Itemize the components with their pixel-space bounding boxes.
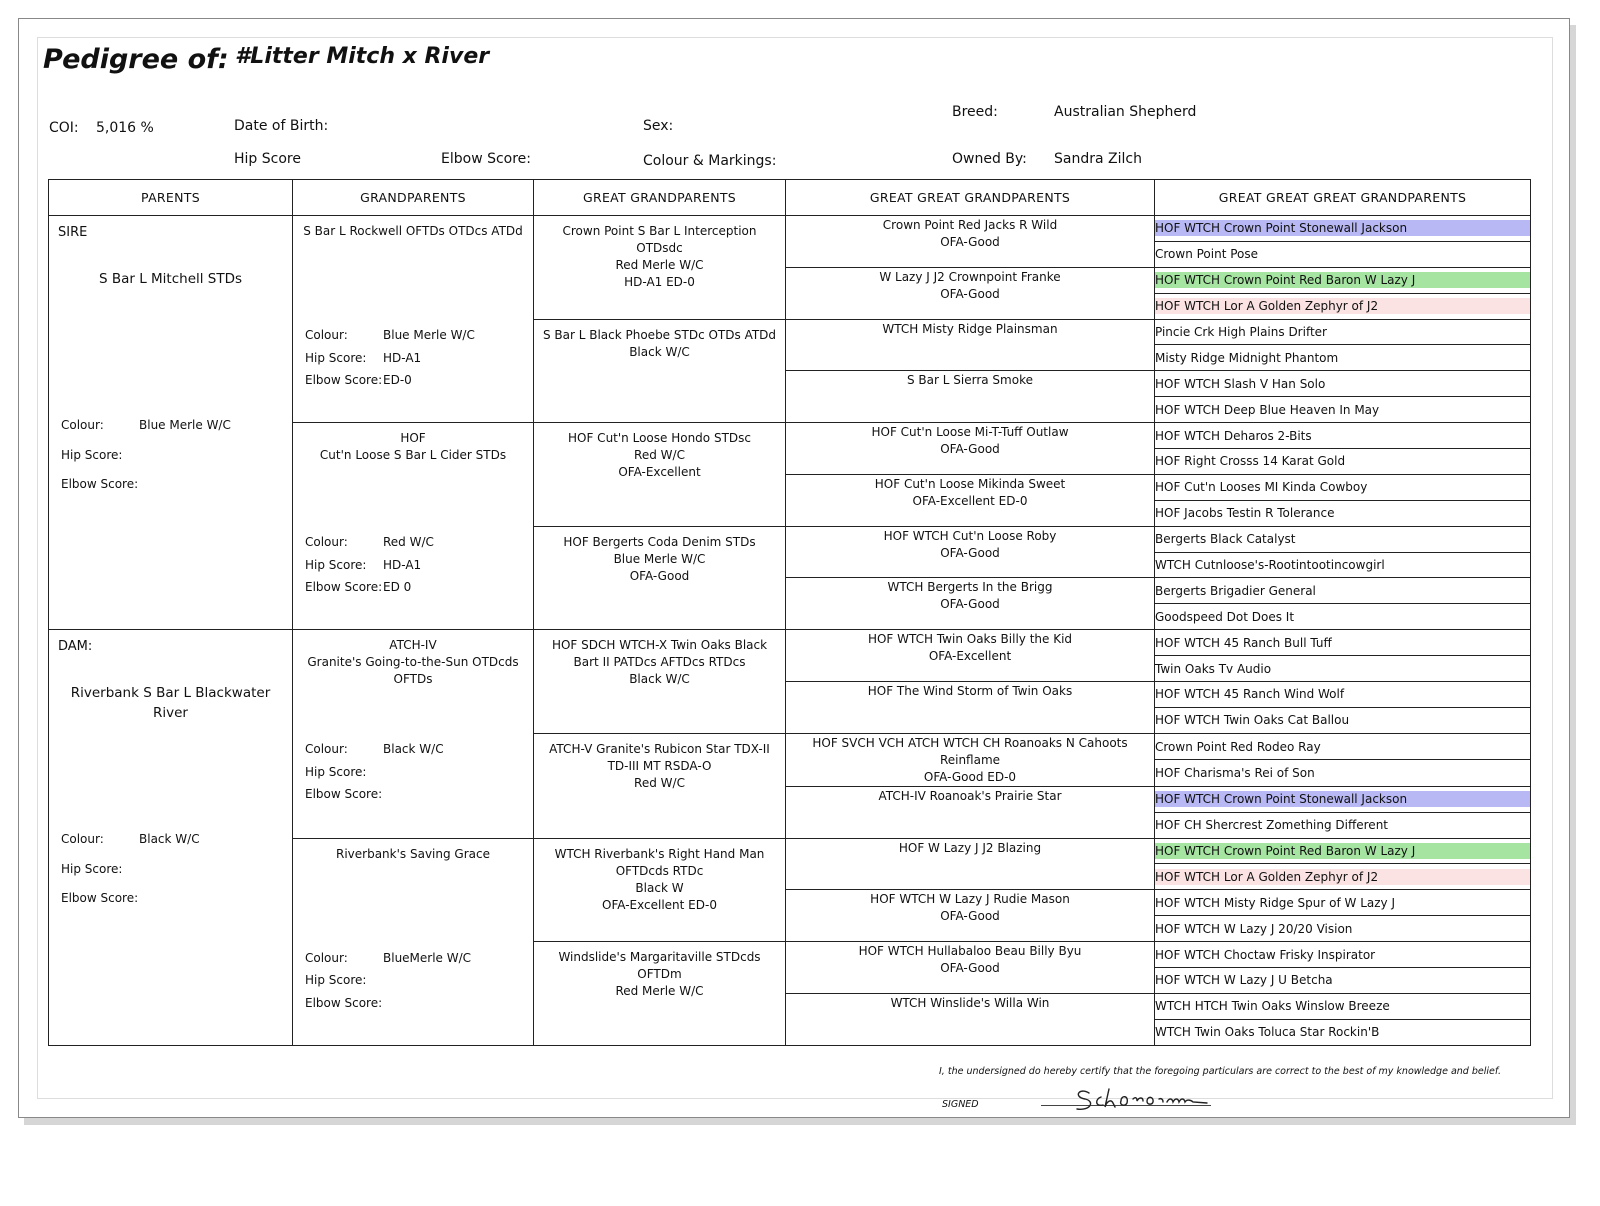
great-grandparent-cell <box>534 423 786 527</box>
grandparent-detail-line <box>305 969 471 992</box>
great-great-great-grandparent-name: HOF WTCH Deharos 2-Bits <box>1155 428 1312 443</box>
detail-label: Hip Score: <box>305 350 367 365</box>
great-great-great-grandparent-name: Goodspeed Dot Does It <box>1155 609 1295 624</box>
grandparent-detail-line <box>305 761 444 784</box>
great-great-great-grandparent-cell <box>1155 526 1531 552</box>
dob-label: Date of Birth: <box>234 118 329 134</box>
great-great-grandparent-cell <box>786 942 1155 994</box>
page-title: Pedigree of: <box>43 44 229 75</box>
grandparent-name: ATCH-IV Granite's Going-to-the-Sun OTDcds OFTDs <box>307 638 519 687</box>
great-great-grandparent-name: HOF W Lazy J J2 Blazing <box>898 840 1042 855</box>
grandparent-cell <box>293 630 534 838</box>
great-great-grandparent-name: WTCH Misty Ridge Plainsman <box>882 321 1058 336</box>
great-great-grandparent-name: WTCH Bergerts In the Brigg OFA-Good <box>887 580 1053 612</box>
grandparent-details <box>305 324 475 392</box>
grandparent-box <box>293 216 533 422</box>
coi-value: 5,016 % <box>96 120 154 136</box>
great-grandparent-name: ATCH-V Granite's Rubicon Star TDX-II TD-III MT RSDA-O Red W/C <box>549 741 770 790</box>
detail-label: Hip Score: <box>61 447 123 462</box>
colour-markings-label: Colour & Markings: <box>643 153 777 169</box>
grandparent-detail-line <box>305 576 434 599</box>
great-great-great-grandparent-name: Bergerts Black Catalyst <box>1155 532 1296 547</box>
great-great-great-grandparent-name: Crown Point Red Rodeo Ray <box>1155 739 1321 754</box>
great-great-grandparent-cell <box>786 319 1155 371</box>
parent-detail-line <box>61 411 231 441</box>
coi-label: COI: <box>49 120 79 136</box>
great-great-grandparent-name: HOF Cut'n Loose Mikinda Sweet OFA-Excellent ED-0 <box>874 476 1066 508</box>
great-grandparent-name: Crown Point S Bar L Interception OTDsdc Red Merle W/C HD-A1 ED-0 <box>562 224 757 289</box>
detail-value: Black W/C <box>139 832 200 847</box>
great-great-great-grandparent-name: HOF Charisma's Rei of Son <box>1155 766 1315 781</box>
great-grandparent-cell <box>534 216 786 320</box>
detail-label: Hip Score: <box>305 973 367 988</box>
great-great-grandparent-name: ATCH-IV Roanoak's Prairie Star <box>878 788 1062 803</box>
grandparent-detail-line <box>305 783 444 806</box>
great-grandparent-name: HOF Bergerts Coda Denim STDs Blue Merle W/C OFA-Good <box>563 534 756 583</box>
column-header-row <box>49 180 1531 216</box>
great-great-grandparent-name: HOF WTCH W Lazy J Rudie Mason OFA-Good <box>870 892 1070 924</box>
detail-label: Hip Score: <box>305 764 367 779</box>
detail-label: Elbow Score: <box>305 373 383 387</box>
detail-label: Elbow Score: <box>61 477 139 491</box>
great-great-great-grandparent-cell <box>1155 656 1531 682</box>
great-grandparent-name: S Bar L Black Phoebe STDc OTDs ATDd Black W/C <box>542 327 777 359</box>
owned-by-label: Owned By: <box>952 151 1027 167</box>
parent-detail-line <box>61 470 231 500</box>
grandparent-cell <box>293 838 534 1045</box>
great-great-great-grandparent-name: HOF WTCH Crown Point Stonewall Jackson <box>1155 220 1530 236</box>
great-great-grandparent-cell <box>786 371 1155 423</box>
parent-cell-dam <box>49 630 293 1045</box>
parent-box <box>49 216 292 629</box>
grandparent-name: HOF Cut'n Loose S Bar L Cider STDs <box>319 431 507 463</box>
parent-role: DAM: <box>58 639 93 655</box>
great-great-grandparent-cell <box>786 733 1155 786</box>
grandparent-details <box>305 738 444 806</box>
great-great-great-grandparent-name: HOF WTCH Crown Point Red Baron W Lazy J <box>1155 272 1530 288</box>
signed-label: SIGNED <box>942 1099 979 1110</box>
great-great-great-grandparent-name: HOF WTCH Crown Point Red Baron W Lazy J <box>1155 843 1530 859</box>
great-grandparent-cell <box>534 319 786 423</box>
elbow-score-label: Elbow Score: <box>441 151 532 167</box>
great-great-great-grandparent-cell <box>1155 812 1531 838</box>
great-great-grandparent-name: HOF SVCH VCH ATCH WTCH CH Roanoaks N Cahoots Reinflame OFA-Good ED-0 <box>812 735 1128 784</box>
grandparent-detail-line <box>305 992 471 1015</box>
detail-label: Hip Score: <box>305 557 367 572</box>
great-great-great-grandparent-cell <box>1155 578 1531 604</box>
great-great-great-grandparent-cell <box>1155 552 1531 578</box>
parent-detail-line <box>61 855 200 885</box>
great-great-great-grandparent-cell <box>1155 864 1531 890</box>
great-grandparent-name: WTCH Riverbank's Right Hand Man OFTDcds RTDc Black W OFA-Excellent ED-0 <box>554 846 765 912</box>
great-great-great-grandparent-cell <box>1155 397 1531 423</box>
great-great-grandparent-name: W Lazy J J2 Crownpoint Franke OFA-Good <box>879 269 1061 301</box>
great-great-grandparent-cell <box>786 682 1155 734</box>
great-grandparent-name: Windslide's Margaritaville STDcds OFTDm Red Merle W/C <box>558 950 761 999</box>
great-great-grandparent-name: HOF Cut'n Loose Mi-T-Tuff Outlaw OFA-Good <box>871 425 1069 457</box>
detail-label: Colour: <box>305 535 348 550</box>
great-great-great-grandparent-name: HOF WTCH Lor A Golden Zephyr of J2 <box>1155 298 1530 314</box>
great-great-great-grandparent-cell <box>1155 319 1531 345</box>
great-great-grandparent-name: HOF WTCH Cut'n Loose Roby OFA-Good <box>883 528 1057 560</box>
grandparent-cell <box>293 423 534 630</box>
great-great-great-grandparent-name: Bergerts Brigadier General <box>1155 583 1316 598</box>
great-great-great-grandparent-cell <box>1155 890 1531 916</box>
detail-label: Elbow Score: <box>305 580 383 595</box>
parent-details <box>61 411 231 500</box>
great-great-grandparent-name: S Bar L Sierra Smoke <box>907 373 1033 388</box>
great-great-grandparent-name: WTCH Winslide's Willa Win <box>890 995 1050 1010</box>
great-great-great-grandparent-name: HOF WTCH Choctaw Frisky Inspirator <box>1155 947 1376 962</box>
great-grandparent-cell <box>534 630 786 734</box>
detail-label: Hip Score: <box>61 861 123 876</box>
great-grandparent-cell <box>534 942 786 1046</box>
detail-label: Elbow Score: <box>61 891 139 906</box>
grandparent-details <box>305 947 471 1015</box>
great-great-great-grandparent-name: HOF WTCH Deep Blue Heaven In May <box>1155 402 1380 417</box>
pedigree-sheet <box>18 18 1570 1118</box>
breed-label: Breed: <box>952 104 998 120</box>
great-great-great-grandparent-name: HOF WTCH Lor A Golden Zephyr of J2 <box>1155 869 1530 885</box>
great-great-great-grandparent-cell <box>1155 733 1531 760</box>
detail-value: Blue Merle W/C <box>383 328 475 342</box>
great-great-great-grandparent-name: HOF WTCH Misty Ridge Spur of W Lazy J <box>1155 895 1395 910</box>
grandparent-detail-line <box>305 947 471 970</box>
great-great-grandparent-name: HOF WTCH Hullabaloo Beau Billy Byu OFA-Good <box>858 944 1082 976</box>
parent-detail-line <box>61 441 231 471</box>
parent-name: S Bar L Mitchell STDs <box>98 271 243 287</box>
grandparent-box <box>293 839 533 1045</box>
great-great-grandparent-cell <box>786 838 1155 890</box>
owned-by-value: Sandra Zilch <box>1054 151 1142 167</box>
great-great-great-grandparent-name: HOF WTCH 45 Ranch Bull Tuff <box>1155 635 1332 650</box>
great-great-great-grandparent-cell <box>1155 760 1531 787</box>
parent-detail-line <box>61 825 200 855</box>
parent-role: SIRE <box>58 225 88 240</box>
detail-value: Blue Merle W/C <box>139 418 231 432</box>
col-header-grandparents: GRANDPARENTS <box>293 180 534 216</box>
grandparent-details <box>305 531 434 599</box>
grandparent-detail-line <box>305 369 475 392</box>
col-header-great-great-grandparents: GREAT GREAT GRANDPARENTS <box>786 180 1155 216</box>
great-great-grandparent-cell <box>786 786 1155 838</box>
great-great-great-grandparent-name: Pincie Crk High Plains Drifter <box>1155 325 1327 339</box>
great-great-great-grandparent-name: Misty Ridge Midnight Phantom <box>1155 350 1339 365</box>
great-great-great-grandparent-cell <box>1155 604 1531 630</box>
great-great-great-grandparent-name: Crown Point Pose <box>1155 247 1259 262</box>
great-great-great-grandparent-name: Twin Oaks Tv Audio <box>1155 661 1272 676</box>
grandparent-cell <box>293 216 534 423</box>
great-great-great-grandparent-cell <box>1155 371 1531 397</box>
detail-label: Colour: <box>305 742 348 757</box>
great-great-great-grandparent-name: HOF CH Shercrest Zomething Different <box>1155 818 1389 833</box>
detail-label: Colour: <box>305 328 348 342</box>
hip-score-label: Hip Score <box>234 151 301 167</box>
great-great-great-grandparent-name: WTCH Cutnloose's-Rootintootincowgirl <box>1155 558 1385 573</box>
great-great-great-grandparent-cell <box>1155 968 1531 994</box>
great-great-great-grandparent-name: HOF WTCH W Lazy J U Betcha <box>1155 973 1333 988</box>
great-great-great-grandparent-cell <box>1155 216 1531 242</box>
great-great-grandparent-cell <box>786 423 1155 475</box>
parent-details <box>61 825 200 914</box>
great-great-great-grandparent-cell <box>1155 916 1531 942</box>
grandparent-detail-line <box>305 531 434 554</box>
great-great-great-grandparent-cell <box>1155 786 1531 812</box>
great-great-great-grandparent-cell <box>1155 942 1531 968</box>
great-great-great-grandparent-cell <box>1155 993 1531 1019</box>
great-great-grandparent-name: Crown Point Red Jacks R Wild OFA-Good <box>882 218 1058 249</box>
great-grandparent-cell <box>534 733 786 838</box>
parent-box <box>49 630 292 1044</box>
great-great-great-grandparent-name: HOF WTCH Slash V Han Solo <box>1155 376 1326 391</box>
signature-image <box>1071 1083 1211 1115</box>
great-grandparent-name: HOF Cut'n Loose Hondo STDsc Red W/C OFA-Excellent <box>568 431 751 480</box>
col-header-parents: PARENTS <box>49 180 293 216</box>
great-great-great-grandparent-cell <box>1155 474 1531 500</box>
great-great-great-grandparent-name: WTCH Twin Oaks Toluca Star Rockin'B <box>1155 1025 1380 1040</box>
grandparent-detail-line <box>305 324 475 347</box>
detail-value: HD-A1 <box>383 350 422 365</box>
great-great-grandparent-cell <box>786 890 1155 942</box>
table-row <box>49 630 1531 656</box>
great-great-great-grandparent-name: HOF WTCH 45 Ranch Wind Wolf <box>1155 687 1345 702</box>
detail-value: BlueMerle W/C <box>383 950 472 965</box>
parent-cell-sire <box>49 216 293 630</box>
detail-value: Red W/C <box>383 535 434 550</box>
great-grandparent-cell <box>534 526 786 630</box>
great-great-great-grandparent-cell <box>1155 423 1531 449</box>
grandparent-detail-line <box>305 738 444 761</box>
grandparent-name: Riverbank's Saving Grace <box>336 846 490 861</box>
great-great-great-grandparent-cell <box>1155 267 1531 293</box>
col-header-great-grandparents: GREAT GRANDPARENTS <box>534 180 786 216</box>
great-great-great-grandparent-cell <box>1155 345 1531 371</box>
great-great-great-grandparent-name: HOF Right Crosss 14 Karat Gold <box>1155 454 1346 469</box>
col-header-great-great-great-grandparents: GREAT GREAT GREAT GRANDPARENTS <box>1155 180 1531 216</box>
certification-text: I, the undersigned do hereby certify that the foregoing particulars are correct to the best of my knowledge and belief. <box>939 1066 1502 1077</box>
grandparent-name: S Bar L Rockwell OFTDs OTDcs ATDd <box>303 224 523 238</box>
great-great-great-grandparent-cell <box>1155 707 1531 733</box>
great-great-great-grandparent-name: HOF WTCH W Lazy J 20/20 Vision <box>1155 921 1353 936</box>
great-great-great-grandparent-name: HOF Cut'n Looses MI Kinda Cowboy <box>1155 480 1368 495</box>
great-great-great-grandparent-name: HOF WTCH Twin Oaks Cat Ballou <box>1155 713 1350 728</box>
litter-name: #Litter Mitch x River <box>235 44 490 69</box>
great-great-great-grandparent-cell <box>1155 500 1531 526</box>
grandparent-detail-line <box>305 554 434 577</box>
great-great-grandparent-cell <box>786 578 1155 630</box>
great-great-grandparent-cell <box>786 993 1155 1045</box>
great-great-grandparent-cell <box>786 216 1155 268</box>
great-great-great-grandparent-name: HOF Jacobs Testin R Tolerance <box>1155 506 1335 521</box>
breed-value: Australian Shepherd <box>1054 104 1197 120</box>
parent-detail-line <box>61 884 200 914</box>
sex-label: Sex: <box>643 118 674 134</box>
grandparent-detail-line <box>305 347 475 370</box>
detail-value: ED 0 <box>383 580 412 595</box>
pedigree-table <box>48 179 1531 1046</box>
detail-label: Colour: <box>61 832 104 847</box>
detail-value: ED-0 <box>383 373 412 387</box>
detail-value: HD-A1 <box>383 557 422 572</box>
great-great-great-grandparent-cell <box>1155 630 1531 656</box>
great-great-grandparent-cell <box>786 474 1155 526</box>
great-great-great-grandparent-cell <box>1155 838 1531 864</box>
great-great-great-grandparent-name: HOF WTCH Crown Point Stonewall Jackson <box>1155 791 1530 807</box>
grandparent-box <box>293 630 533 837</box>
detail-label: Elbow Score: <box>305 787 383 802</box>
grandparent-box <box>293 423 533 629</box>
detail-value: Black W/C <box>383 742 444 757</box>
great-great-grandparent-cell <box>786 526 1155 578</box>
great-great-grandparent-name: HOF The Wind Storm of Twin Oaks <box>867 684 1073 699</box>
table-row <box>49 216 1531 242</box>
great-great-grandparent-cell <box>786 267 1155 319</box>
great-great-great-grandparent-cell <box>1155 1019 1531 1045</box>
great-grandparent-name: HOF SDCH WTCH-X Twin Oaks Black Bart II PATDcs AFTDcs RTDcs Black W/C <box>551 638 768 687</box>
detail-label: Elbow Score: <box>305 995 383 1010</box>
detail-label: Colour: <box>305 950 348 965</box>
great-great-grandparent-cell <box>786 630 1155 682</box>
great-great-great-grandparent-cell <box>1155 293 1531 319</box>
great-great-grandparent-name: HOF WTCH Twin Oaks Billy the Kid OFA-Excellent <box>867 632 1073 664</box>
great-great-great-grandparent-cell <box>1155 682 1531 708</box>
detail-label: Colour: <box>61 418 104 432</box>
parent-name: Riverbank S Bar L Blackwater River <box>70 685 271 722</box>
great-grandparent-cell <box>534 838 786 942</box>
great-great-great-grandparent-name: WTCH HTCH Twin Oaks Winslow Breeze <box>1155 999 1390 1014</box>
great-great-great-grandparent-cell <box>1155 449 1531 475</box>
great-great-great-grandparent-cell <box>1155 241 1531 267</box>
